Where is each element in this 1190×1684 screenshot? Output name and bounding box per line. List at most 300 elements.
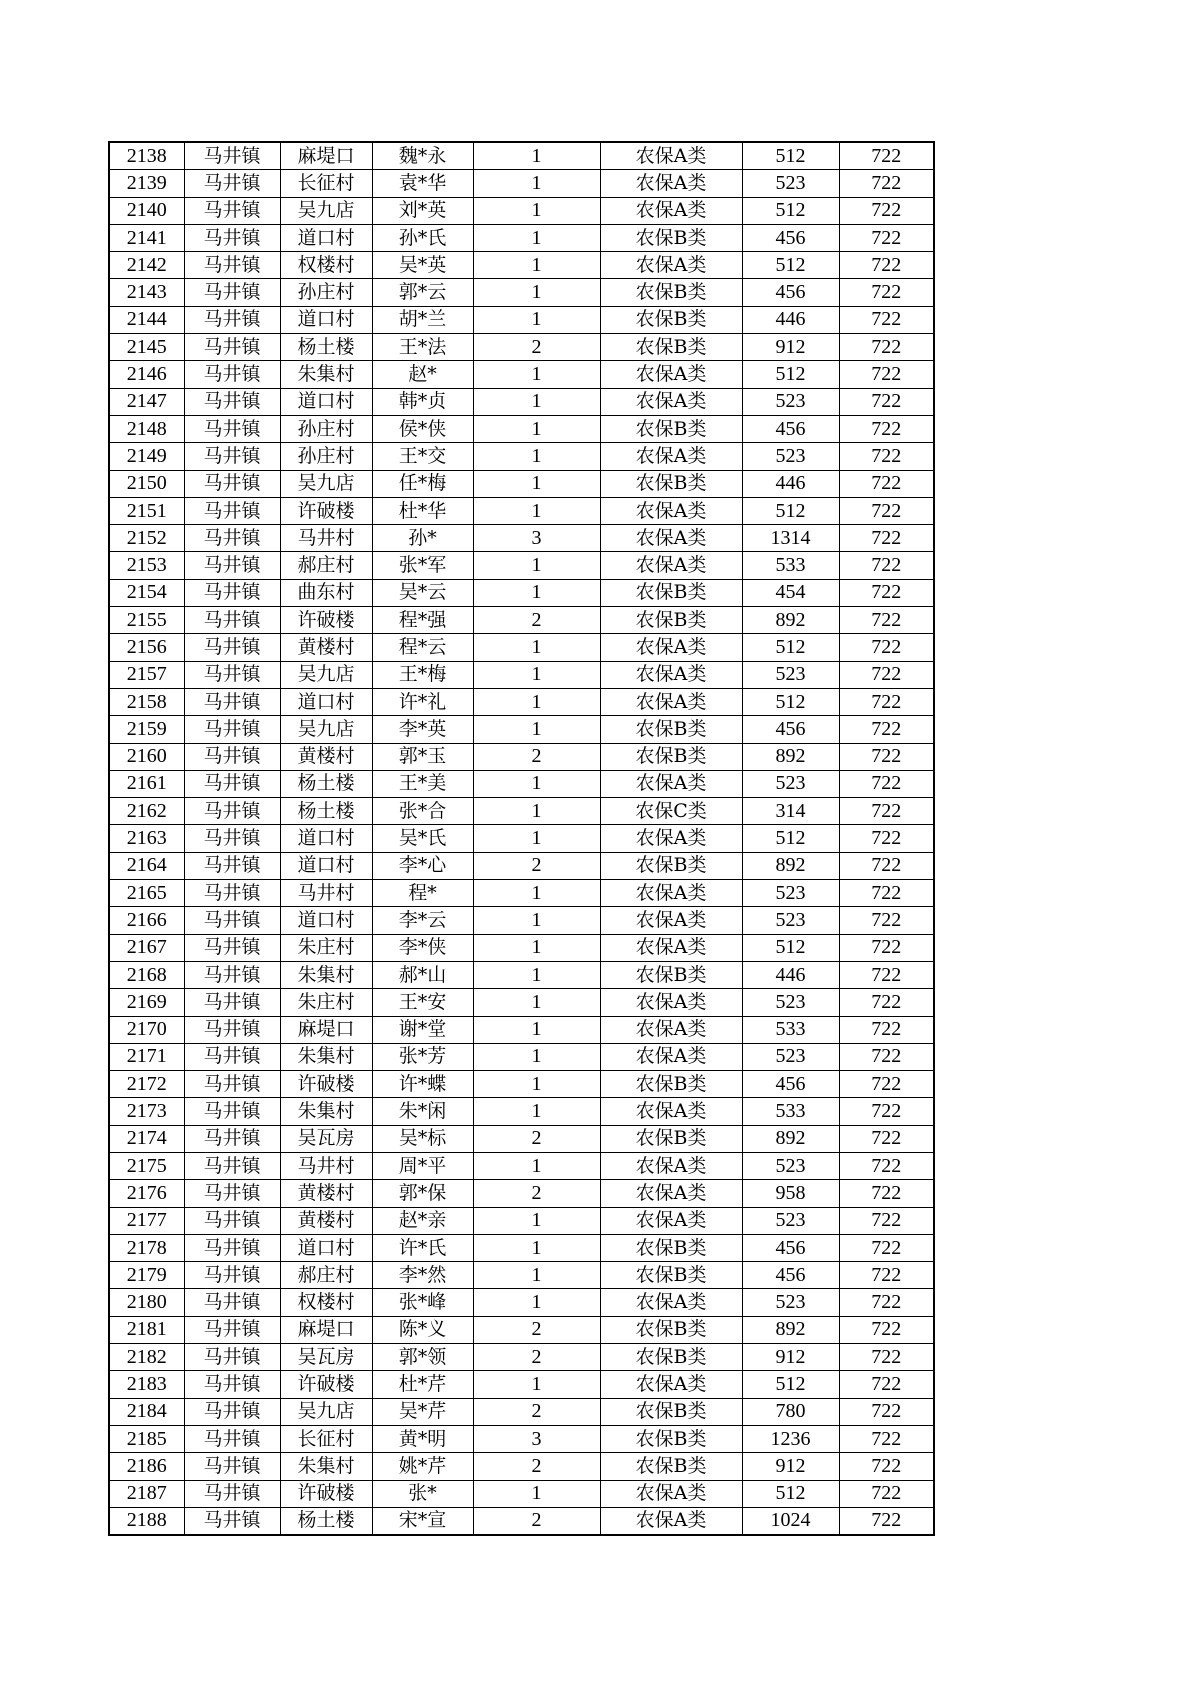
standard-cell: 722 bbox=[839, 907, 934, 934]
table-row bbox=[109, 907, 934, 934]
amount-cell: 523 bbox=[742, 880, 839, 907]
category-cell: 农保A类 bbox=[600, 1152, 742, 1179]
name-cell: 赵*亲 bbox=[372, 1207, 473, 1234]
standard-cell: 722 bbox=[839, 279, 934, 306]
count-cell: 2 bbox=[473, 1344, 600, 1371]
row-number-cell: 2154 bbox=[109, 579, 184, 606]
table-row bbox=[109, 142, 934, 170]
standard-cell: 722 bbox=[839, 1371, 934, 1398]
row-number-cell: 2156 bbox=[109, 634, 184, 661]
village-cell: 权楼村 bbox=[280, 252, 372, 279]
row-number-cell: 2138 bbox=[109, 142, 184, 170]
name-cell: 李*云 bbox=[372, 907, 473, 934]
name-cell: 姚*芹 bbox=[372, 1453, 473, 1480]
standard-cell: 722 bbox=[839, 552, 934, 579]
count-cell: 1 bbox=[473, 579, 600, 606]
category-cell: 农保A类 bbox=[600, 197, 742, 224]
village-cell: 朱集村 bbox=[280, 1098, 372, 1125]
count-cell: 1 bbox=[473, 1289, 600, 1316]
town-cell: 马井镇 bbox=[184, 142, 280, 170]
table-row bbox=[109, 1016, 934, 1043]
table-row bbox=[109, 989, 934, 1016]
count-cell: 2 bbox=[473, 852, 600, 879]
standard-cell: 722 bbox=[839, 1043, 934, 1070]
count-cell: 1 bbox=[473, 197, 600, 224]
name-cell: 杜*芹 bbox=[372, 1371, 473, 1398]
category-cell: 农保B类 bbox=[600, 1071, 742, 1098]
name-cell: 黄*明 bbox=[372, 1425, 473, 1452]
amount-cell: 523 bbox=[742, 907, 839, 934]
standard-cell: 722 bbox=[839, 197, 934, 224]
amount-cell: 512 bbox=[742, 1480, 839, 1507]
table-row bbox=[109, 743, 934, 770]
village-cell: 长征村 bbox=[280, 170, 372, 197]
table-row bbox=[109, 634, 934, 661]
town-cell: 马井镇 bbox=[184, 252, 280, 279]
town-cell: 马井镇 bbox=[184, 1425, 280, 1452]
category-cell: 农保B类 bbox=[600, 1262, 742, 1289]
standard-cell: 722 bbox=[839, 880, 934, 907]
row-number-cell: 2151 bbox=[109, 497, 184, 524]
standard-cell: 722 bbox=[839, 1480, 934, 1507]
town-cell: 马井镇 bbox=[184, 1371, 280, 1398]
standard-cell: 722 bbox=[839, 852, 934, 879]
name-cell: 李*侠 bbox=[372, 934, 473, 961]
count-cell: 1 bbox=[473, 907, 600, 934]
count-cell: 1 bbox=[473, 661, 600, 688]
count-cell: 2 bbox=[473, 607, 600, 634]
table-row bbox=[109, 961, 934, 988]
standard-cell: 722 bbox=[839, 1098, 934, 1125]
count-cell: 2 bbox=[473, 1180, 600, 1207]
count-cell: 2 bbox=[473, 1125, 600, 1152]
count-cell: 1 bbox=[473, 306, 600, 333]
category-cell: 农保B类 bbox=[600, 470, 742, 497]
town-cell: 马井镇 bbox=[184, 770, 280, 797]
row-number-cell: 2175 bbox=[109, 1152, 184, 1179]
town-cell: 马井镇 bbox=[184, 170, 280, 197]
town-cell: 马井镇 bbox=[184, 743, 280, 770]
table-row bbox=[109, 1071, 934, 1098]
amount-cell: 1236 bbox=[742, 1425, 839, 1452]
table-row bbox=[109, 1180, 934, 1207]
category-cell: 农保A类 bbox=[600, 525, 742, 552]
category-cell: 农保B类 bbox=[600, 1234, 742, 1261]
town-cell: 马井镇 bbox=[184, 361, 280, 388]
standard-cell: 722 bbox=[839, 1344, 934, 1371]
standard-cell: 722 bbox=[839, 1180, 934, 1207]
row-number-cell: 2180 bbox=[109, 1289, 184, 1316]
table-row bbox=[109, 688, 934, 715]
count-cell: 2 bbox=[473, 1453, 600, 1480]
town-cell: 马井镇 bbox=[184, 1398, 280, 1425]
standard-cell: 722 bbox=[839, 1125, 934, 1152]
name-cell: 孙*氏 bbox=[372, 224, 473, 251]
count-cell: 1 bbox=[473, 552, 600, 579]
row-number-cell: 2165 bbox=[109, 880, 184, 907]
count-cell: 1 bbox=[473, 170, 600, 197]
row-number-cell: 2147 bbox=[109, 388, 184, 415]
row-number-cell: 2166 bbox=[109, 907, 184, 934]
category-cell: 农保A类 bbox=[600, 770, 742, 797]
category-cell: 农保B类 bbox=[600, 415, 742, 442]
amount-cell: 523 bbox=[742, 661, 839, 688]
village-cell: 马井村 bbox=[280, 525, 372, 552]
town-cell: 马井镇 bbox=[184, 934, 280, 961]
town-cell: 马井镇 bbox=[184, 334, 280, 361]
town-cell: 马井镇 bbox=[184, 1043, 280, 1070]
table-row bbox=[109, 607, 934, 634]
standard-cell: 722 bbox=[839, 142, 934, 170]
name-cell: 宋*宣 bbox=[372, 1507, 473, 1535]
name-cell: 程* bbox=[372, 880, 473, 907]
category-cell: 农保A类 bbox=[600, 552, 742, 579]
category-cell: 农保A类 bbox=[600, 907, 742, 934]
name-cell: 任*梅 bbox=[372, 470, 473, 497]
category-cell: 农保A类 bbox=[600, 170, 742, 197]
table-row bbox=[109, 1125, 934, 1152]
count-cell: 1 bbox=[473, 634, 600, 661]
category-cell: 农保A类 bbox=[600, 880, 742, 907]
standard-cell: 722 bbox=[839, 470, 934, 497]
town-cell: 马井镇 bbox=[184, 1207, 280, 1234]
name-cell: 杜*华 bbox=[372, 497, 473, 524]
category-cell: 农保A类 bbox=[600, 1507, 742, 1535]
category-cell: 农保A类 bbox=[600, 1371, 742, 1398]
standard-cell: 722 bbox=[839, 989, 934, 1016]
village-cell: 吴瓦房 bbox=[280, 1344, 372, 1371]
amount-cell: 892 bbox=[742, 1125, 839, 1152]
amount-cell: 446 bbox=[742, 961, 839, 988]
village-cell: 吴九店 bbox=[280, 470, 372, 497]
town-cell: 马井镇 bbox=[184, 607, 280, 634]
count-cell: 1 bbox=[473, 1371, 600, 1398]
name-cell: 王*法 bbox=[372, 334, 473, 361]
village-cell: 杨土楼 bbox=[280, 770, 372, 797]
amount-cell: 892 bbox=[742, 852, 839, 879]
table-row bbox=[109, 224, 934, 251]
category-cell: 农保A类 bbox=[600, 1207, 742, 1234]
category-cell: 农保A类 bbox=[600, 825, 742, 852]
standard-cell: 722 bbox=[839, 1425, 934, 1452]
amount-cell: 456 bbox=[742, 224, 839, 251]
amount-cell: 456 bbox=[742, 1071, 839, 1098]
row-number-cell: 2170 bbox=[109, 1016, 184, 1043]
count-cell: 2 bbox=[473, 1316, 600, 1343]
name-cell: 谢*堂 bbox=[372, 1016, 473, 1043]
row-number-cell: 2181 bbox=[109, 1316, 184, 1343]
village-cell: 朱集村 bbox=[280, 361, 372, 388]
name-cell: 孙* bbox=[372, 525, 473, 552]
village-cell: 朱庄村 bbox=[280, 934, 372, 961]
count-cell: 1 bbox=[473, 688, 600, 715]
village-cell: 许破楼 bbox=[280, 1371, 372, 1398]
standard-cell: 722 bbox=[839, 934, 934, 961]
name-cell: 程*云 bbox=[372, 634, 473, 661]
category-cell: 农保A类 bbox=[600, 634, 742, 661]
standard-cell: 722 bbox=[839, 334, 934, 361]
amount-cell: 456 bbox=[742, 1262, 839, 1289]
amount-cell: 512 bbox=[742, 197, 839, 224]
count-cell: 1 bbox=[473, 1152, 600, 1179]
row-number-cell: 2162 bbox=[109, 798, 184, 825]
standard-cell: 722 bbox=[839, 1262, 934, 1289]
standard-cell: 722 bbox=[839, 1071, 934, 1098]
table-row bbox=[109, 1398, 934, 1425]
count-cell: 1 bbox=[473, 142, 600, 170]
standard-cell: 722 bbox=[839, 1507, 934, 1535]
table-row bbox=[109, 1289, 934, 1316]
standard-cell: 722 bbox=[839, 1016, 934, 1043]
count-cell: 1 bbox=[473, 798, 600, 825]
standard-cell: 722 bbox=[839, 361, 934, 388]
amount-cell: 523 bbox=[742, 388, 839, 415]
count-cell: 1 bbox=[473, 415, 600, 442]
name-cell: 王*美 bbox=[372, 770, 473, 797]
amount-cell: 512 bbox=[742, 497, 839, 524]
name-cell: 张*军 bbox=[372, 552, 473, 579]
row-number-cell: 2142 bbox=[109, 252, 184, 279]
row-number-cell: 2182 bbox=[109, 1344, 184, 1371]
category-cell: 农保A类 bbox=[600, 1043, 742, 1070]
village-cell: 许破楼 bbox=[280, 607, 372, 634]
row-number-cell: 2141 bbox=[109, 224, 184, 251]
table-row bbox=[109, 852, 934, 879]
village-cell: 郝庄村 bbox=[280, 552, 372, 579]
village-cell: 朱庄村 bbox=[280, 989, 372, 1016]
village-cell: 孙庄村 bbox=[280, 279, 372, 306]
amount-cell: 456 bbox=[742, 279, 839, 306]
count-cell: 2 bbox=[473, 334, 600, 361]
name-cell: 许*氏 bbox=[372, 1234, 473, 1261]
count-cell: 1 bbox=[473, 1098, 600, 1125]
amount-cell: 512 bbox=[742, 361, 839, 388]
count-cell: 1 bbox=[473, 388, 600, 415]
standard-cell: 722 bbox=[839, 388, 934, 415]
name-cell: 魏*永 bbox=[372, 142, 473, 170]
amount-cell: 512 bbox=[742, 252, 839, 279]
standard-cell: 722 bbox=[839, 579, 934, 606]
amount-cell: 512 bbox=[742, 688, 839, 715]
town-cell: 马井镇 bbox=[184, 1016, 280, 1043]
village-cell: 孙庄村 bbox=[280, 415, 372, 442]
row-number-cell: 2159 bbox=[109, 716, 184, 743]
name-cell: 王*梅 bbox=[372, 661, 473, 688]
table-row bbox=[109, 1043, 934, 1070]
town-cell: 马井镇 bbox=[184, 1507, 280, 1535]
row-number-cell: 2171 bbox=[109, 1043, 184, 1070]
town-cell: 马井镇 bbox=[184, 279, 280, 306]
standard-cell: 722 bbox=[839, 443, 934, 470]
row-number-cell: 2168 bbox=[109, 961, 184, 988]
standard-cell: 722 bbox=[839, 415, 934, 442]
village-cell: 麻堤口 bbox=[280, 142, 372, 170]
table-row bbox=[109, 443, 934, 470]
name-cell: 张*峰 bbox=[372, 1289, 473, 1316]
category-cell: 农保A类 bbox=[600, 661, 742, 688]
category-cell: 农保C类 bbox=[600, 798, 742, 825]
amount-cell: 523 bbox=[742, 170, 839, 197]
name-cell: 李*然 bbox=[372, 1262, 473, 1289]
category-cell: 农保A类 bbox=[600, 1016, 742, 1043]
category-cell: 农保B类 bbox=[600, 224, 742, 251]
count-cell: 1 bbox=[473, 961, 600, 988]
name-cell: 吴*云 bbox=[372, 579, 473, 606]
amount-cell: 912 bbox=[742, 1344, 839, 1371]
count-cell: 2 bbox=[473, 1398, 600, 1425]
standard-cell: 722 bbox=[839, 743, 934, 770]
row-number-cell: 2163 bbox=[109, 825, 184, 852]
standard-cell: 722 bbox=[839, 1207, 934, 1234]
town-cell: 马井镇 bbox=[184, 443, 280, 470]
standard-cell: 722 bbox=[839, 825, 934, 852]
table-row bbox=[109, 880, 934, 907]
category-cell: 农保A类 bbox=[600, 934, 742, 961]
row-number-cell: 2174 bbox=[109, 1125, 184, 1152]
village-cell: 黄楼村 bbox=[280, 1180, 372, 1207]
amount-cell: 523 bbox=[742, 770, 839, 797]
standard-cell: 722 bbox=[839, 306, 934, 333]
category-cell: 农保A类 bbox=[600, 1180, 742, 1207]
category-cell: 农保B类 bbox=[600, 279, 742, 306]
standard-cell: 722 bbox=[839, 798, 934, 825]
village-cell: 朱集村 bbox=[280, 961, 372, 988]
amount-cell: 512 bbox=[742, 825, 839, 852]
amount-cell: 456 bbox=[742, 716, 839, 743]
town-cell: 马井镇 bbox=[184, 579, 280, 606]
category-cell: 农保B类 bbox=[600, 716, 742, 743]
category-cell: 农保B类 bbox=[600, 961, 742, 988]
row-number-cell: 2149 bbox=[109, 443, 184, 470]
village-cell: 郝庄村 bbox=[280, 1262, 372, 1289]
name-cell: 程*强 bbox=[372, 607, 473, 634]
name-cell: 张*芳 bbox=[372, 1043, 473, 1070]
table-row bbox=[109, 334, 934, 361]
category-cell: 农保A类 bbox=[600, 1289, 742, 1316]
village-cell: 吴九店 bbox=[280, 716, 372, 743]
row-number-cell: 2176 bbox=[109, 1180, 184, 1207]
village-cell: 马井村 bbox=[280, 880, 372, 907]
table-row bbox=[109, 1234, 934, 1261]
table-row bbox=[109, 525, 934, 552]
table-row bbox=[109, 1262, 934, 1289]
table-row bbox=[109, 361, 934, 388]
village-cell: 道口村 bbox=[280, 825, 372, 852]
table-row bbox=[109, 661, 934, 688]
amount-cell: 523 bbox=[742, 1207, 839, 1234]
name-cell: 周*平 bbox=[372, 1152, 473, 1179]
row-number-cell: 2184 bbox=[109, 1398, 184, 1425]
village-cell: 杨土楼 bbox=[280, 1507, 372, 1535]
amount-cell: 533 bbox=[742, 552, 839, 579]
amount-cell: 892 bbox=[742, 1316, 839, 1343]
amount-cell: 958 bbox=[742, 1180, 839, 1207]
town-cell: 马井镇 bbox=[184, 661, 280, 688]
amount-cell: 456 bbox=[742, 1234, 839, 1261]
name-cell: 胡*兰 bbox=[372, 306, 473, 333]
count-cell: 3 bbox=[473, 1425, 600, 1452]
town-cell: 马井镇 bbox=[184, 1152, 280, 1179]
name-cell: 侯*侠 bbox=[372, 415, 473, 442]
table-row bbox=[109, 1507, 934, 1535]
count-cell: 1 bbox=[473, 1262, 600, 1289]
category-cell: 农保B类 bbox=[600, 306, 742, 333]
town-cell: 马井镇 bbox=[184, 525, 280, 552]
count-cell: 1 bbox=[473, 279, 600, 306]
village-cell: 许破楼 bbox=[280, 1071, 372, 1098]
count-cell: 3 bbox=[473, 525, 600, 552]
amount-cell: 314 bbox=[742, 798, 839, 825]
row-number-cell: 2160 bbox=[109, 743, 184, 770]
village-cell: 许破楼 bbox=[280, 1480, 372, 1507]
table-row bbox=[109, 1371, 934, 1398]
amount-cell: 512 bbox=[742, 142, 839, 170]
name-cell: 郝*山 bbox=[372, 961, 473, 988]
name-cell: 吴*标 bbox=[372, 1125, 473, 1152]
name-cell: 郭*玉 bbox=[372, 743, 473, 770]
category-cell: 农保A类 bbox=[600, 443, 742, 470]
table-row bbox=[109, 716, 934, 743]
count-cell: 1 bbox=[473, 1043, 600, 1070]
town-cell: 马井镇 bbox=[184, 415, 280, 442]
row-number-cell: 2150 bbox=[109, 470, 184, 497]
name-cell: 郭*云 bbox=[372, 279, 473, 306]
name-cell: 李*英 bbox=[372, 716, 473, 743]
amount-cell: 780 bbox=[742, 1398, 839, 1425]
village-cell: 杨土楼 bbox=[280, 334, 372, 361]
town-cell: 马井镇 bbox=[184, 306, 280, 333]
town-cell: 马井镇 bbox=[184, 1480, 280, 1507]
row-number-cell: 2152 bbox=[109, 525, 184, 552]
amount-cell: 523 bbox=[742, 1289, 839, 1316]
name-cell: 刘*英 bbox=[372, 197, 473, 224]
village-cell: 吴瓦房 bbox=[280, 1125, 372, 1152]
town-cell: 马井镇 bbox=[184, 470, 280, 497]
village-cell: 孙庄村 bbox=[280, 443, 372, 470]
table-row bbox=[109, 1344, 934, 1371]
category-cell: 农保B类 bbox=[600, 852, 742, 879]
village-cell: 道口村 bbox=[280, 306, 372, 333]
table-row bbox=[109, 197, 934, 224]
name-cell: 袁*华 bbox=[372, 170, 473, 197]
town-cell: 马井镇 bbox=[184, 1125, 280, 1152]
row-number-cell: 2172 bbox=[109, 1071, 184, 1098]
town-cell: 马井镇 bbox=[184, 798, 280, 825]
village-cell: 吴九店 bbox=[280, 197, 372, 224]
standard-cell: 722 bbox=[839, 716, 934, 743]
amount-cell: 446 bbox=[742, 470, 839, 497]
town-cell: 马井镇 bbox=[184, 224, 280, 251]
village-cell: 道口村 bbox=[280, 224, 372, 251]
town-cell: 马井镇 bbox=[184, 1180, 280, 1207]
row-number-cell: 2140 bbox=[109, 197, 184, 224]
count-cell: 1 bbox=[473, 1071, 600, 1098]
row-number-cell: 2187 bbox=[109, 1480, 184, 1507]
amount-cell: 912 bbox=[742, 334, 839, 361]
category-cell: 农保A类 bbox=[600, 361, 742, 388]
village-cell: 吴九店 bbox=[280, 661, 372, 688]
name-cell: 韩*贞 bbox=[372, 388, 473, 415]
town-cell: 马井镇 bbox=[184, 1071, 280, 1098]
town-cell: 马井镇 bbox=[184, 688, 280, 715]
category-cell: 农保A类 bbox=[600, 497, 742, 524]
standard-cell: 722 bbox=[839, 1234, 934, 1261]
row-number-cell: 2186 bbox=[109, 1453, 184, 1480]
standard-cell: 722 bbox=[839, 1316, 934, 1343]
row-number-cell: 2143 bbox=[109, 279, 184, 306]
name-cell: 朱*闲 bbox=[372, 1098, 473, 1125]
amount-cell: 456 bbox=[742, 415, 839, 442]
